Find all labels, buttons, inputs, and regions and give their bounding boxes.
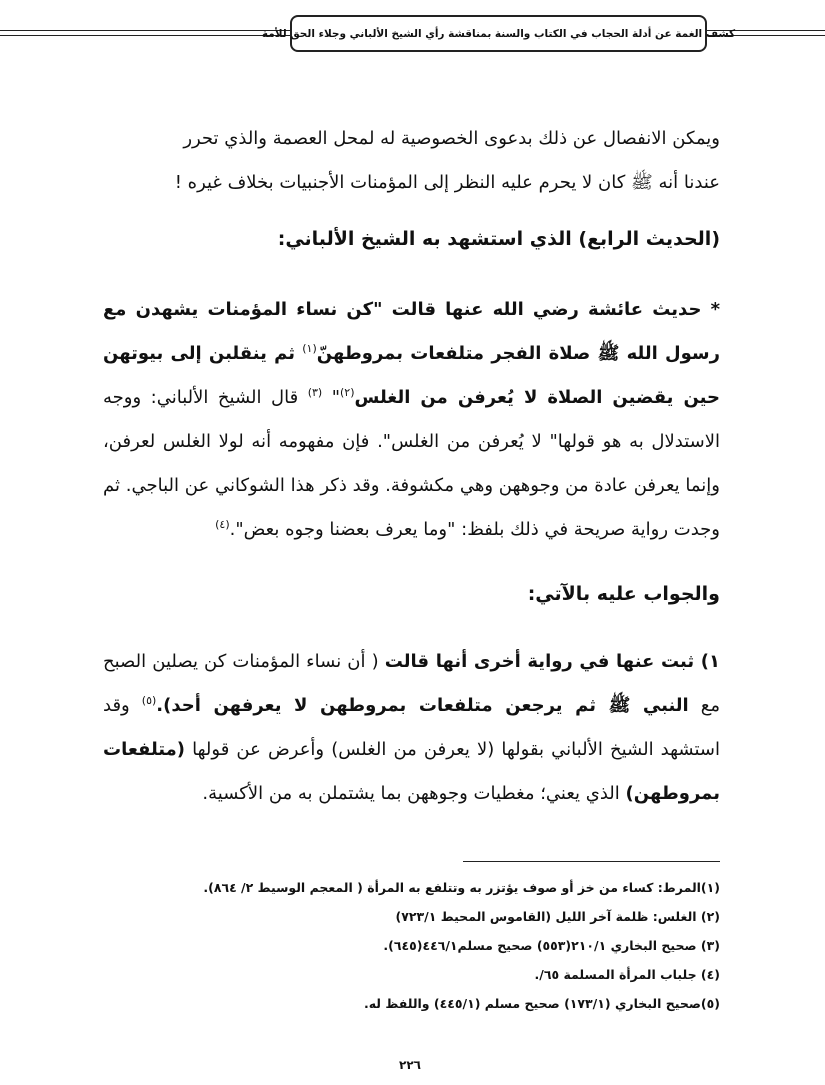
header-rule-left-bottom	[0, 35, 290, 36]
section-heading-answer: والجواب عليه بالآتي:	[527, 583, 720, 605]
intro-paragraph	[103, 117, 720, 205]
footnote-ref-3[interactable]: (٣)	[307, 386, 323, 399]
footnote-ref-2[interactable]: (٢)	[339, 386, 355, 399]
footnote-ref-5[interactable]: (٥)	[141, 694, 157, 707]
running-header-title: كشف الغمة عن أدلة الحجاب في الكتاب والسنة بمناقشة رأي الشيخ الألباني وجلاء الحق للأمة	[261, 27, 736, 40]
hadith-quote: * حديث عائشة رضي الله عنها قالت "كن نساء المؤمنات يشهدن مع رسول الله ﷺ صلاة الفجر متلفعات بمروطهنّ	[103, 299, 720, 364]
intro-line-1: ويمكن الانفصال عن ذلك بدعوى الخصوصية له لمحل العصمة والذي تحرر	[183, 128, 720, 149]
answer-conclusion: الذي يعني؛ مغطيات وجوههن بما يشتملن به من الأكسية.	[202, 783, 626, 804]
footnote-separator	[463, 861, 720, 862]
footnote-4: (٤) جلباب المرأة المسلمة ٦٥/.	[534, 967, 720, 982]
footnote-1: (١)المرط: كساء من خز أو صوف يؤتزر به وتتلفع به المرأة ( المعجم الوسيط ٢/ ٨٦٤).	[203, 880, 720, 895]
answer-point-1: ١) ثبت عنها في رواية أخرى أنها قالت	[384, 651, 720, 672]
footnote-ref-1[interactable]: (١)	[302, 342, 317, 355]
footnote-3: (٣) صحيح البخاري ٢١٠/١(٥٥٣) صحيح مسلم٤٤٦/١(٦٤٥).	[383, 938, 720, 953]
answer-emphasis: (متلفعات بمروطهن)	[103, 739, 720, 804]
footnote-5: (٥)صحيح البخاري (١٧٣/١) صحيح مسلم (٤٤٥/١) واللفظ له.	[363, 996, 720, 1011]
footnotes	[200, 873, 720, 1018]
hadith-quote-close: "	[322, 387, 340, 408]
answer-quote: ( أن نساء المؤمنات كن يصلين الصبح مع	[103, 651, 720, 716]
footnote-2: (٢) الغلس: ظلمة آخر الليل (القاموس المحيط ٧٢٣/١)	[395, 909, 720, 924]
answer-paragraph	[103, 640, 720, 816]
intro-line-2: عندنا أنه ﷺ كان لا يحرم عليه النظر إلى المؤمنات الأجنبيات بخلاف غيره !	[174, 172, 720, 193]
answer-text	[103, 640, 720, 816]
answer-quote-bold: النبي ﷺ ثم يرجعن متلفعات بمروطهن لا يعرفهن أحد).	[156, 695, 689, 716]
footnote-ref-4[interactable]: (٤)	[215, 518, 230, 531]
page-number: ٢٢٦	[399, 1058, 421, 1072]
hadith-text	[103, 288, 720, 552]
header-rule-left-top	[0, 30, 290, 31]
section-heading-fourth-hadith: (الحديث الرابع) الذي استشهد به الشيخ الألباني:	[277, 228, 720, 250]
running-header	[261, 15, 736, 52]
albani-commentary: قال الشيخ الألباني: ووجه الاستدلال به هو قولها" لا يُعرفن من الغلس". فإن مفهومه أنه لولا الغلس لعرفن، وإنما يعرفن عادة من وجوههن وهي مكشوفة. وقد ذكر هذا الشوكاني عن الباجي. ثم وجدت رواية صريحة في ذلك بلفظ: "وما يعرف بعضنا وجوه بعض".	[103, 387, 720, 540]
answer-commentary: وقد استشهد الشيخ الألباني بقولها (لا يعرفن من الغلس) وأعرض عن قولها	[103, 695, 720, 760]
hadith-paragraph	[103, 288, 720, 552]
hadith-quote-cont: ثم ينقلبن إلى بيوتهن حين يقضين الصلاة لا يُعرفن من الغلس	[103, 343, 720, 408]
